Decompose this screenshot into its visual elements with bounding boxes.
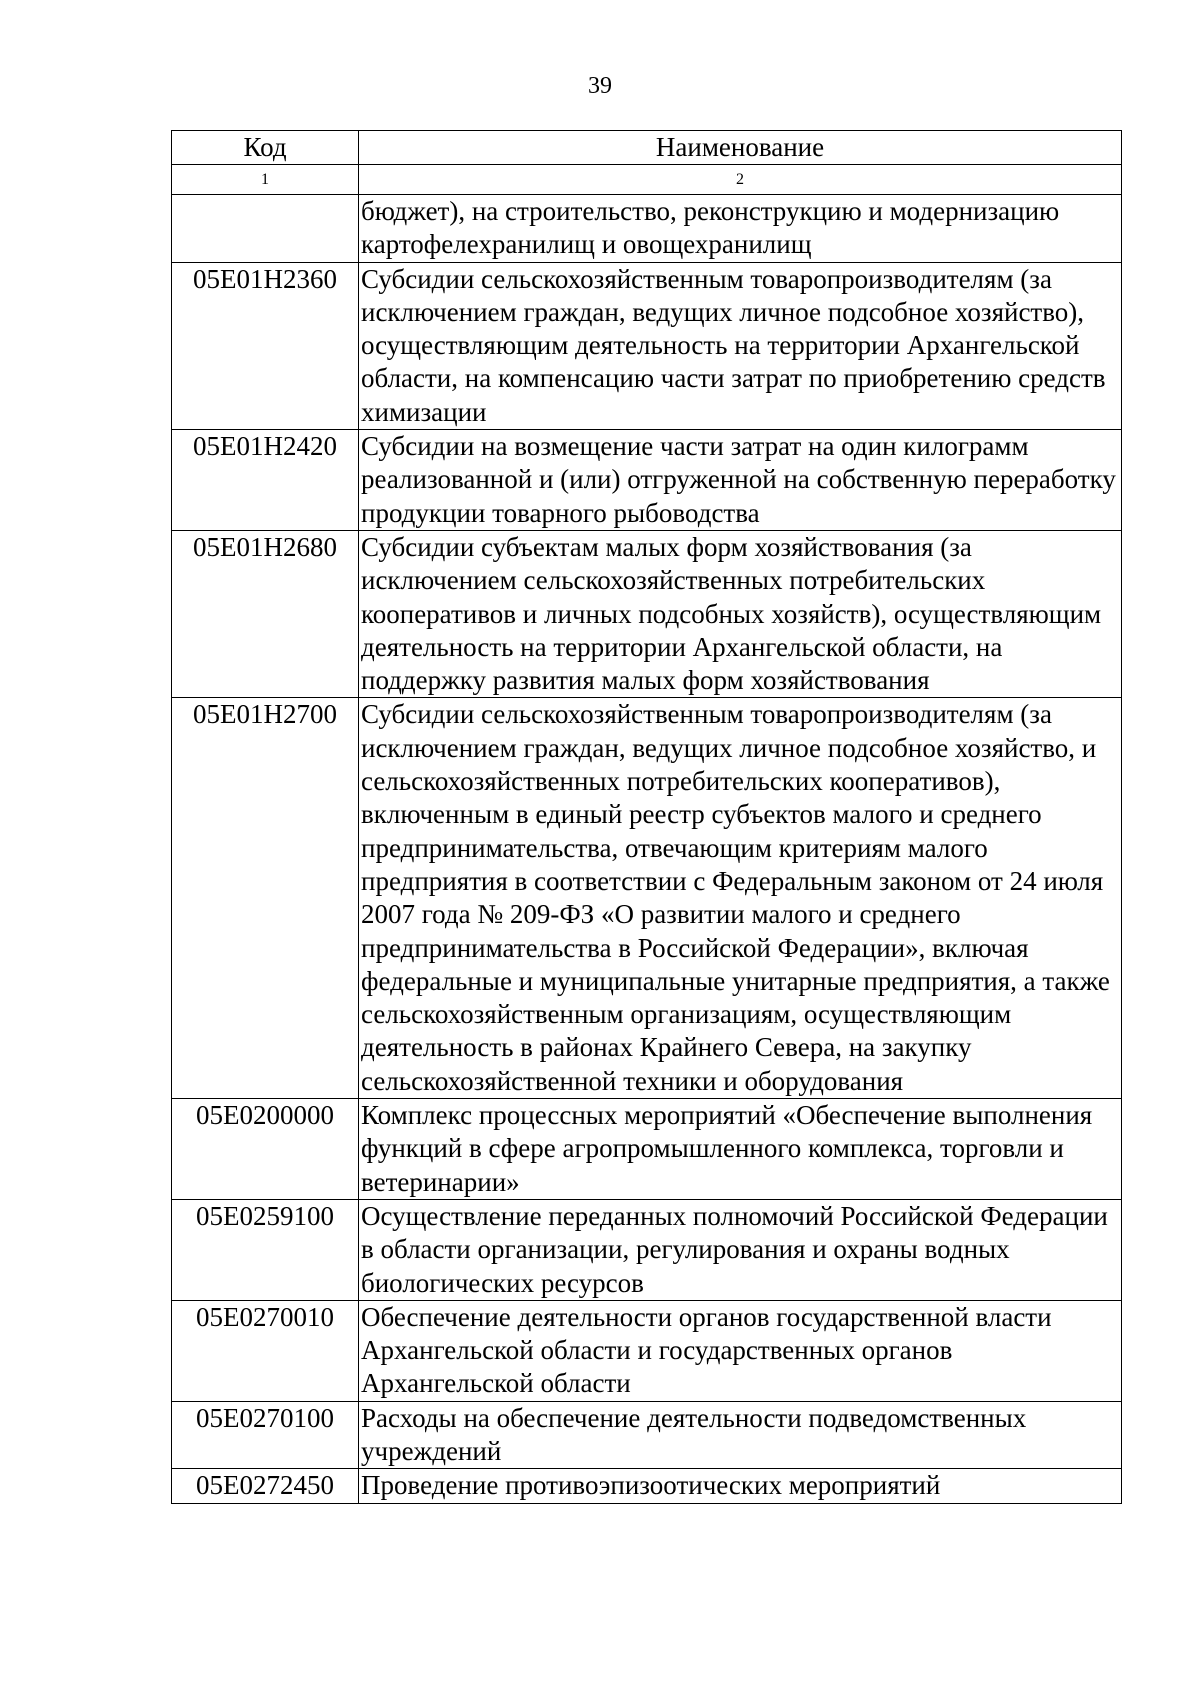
row-code: 05Е0272450 <box>172 1469 359 1503</box>
row-code: 05Е01Н2360 <box>172 262 359 429</box>
row-name: Комплекс процессных мероприятий «Обеспечение выполнения функций в сфере агропромышленного комплекса, торговли и ветеринарии» <box>359 1099 1122 1200</box>
table-row <box>172 1300 1122 1401</box>
table-row <box>172 1401 1122 1469</box>
header-name: Наименование <box>359 131 1122 165</box>
table-row <box>172 430 1122 531</box>
row-code: 05Е01Н2700 <box>172 698 359 1099</box>
row-name: Обеспечение деятельности органов государственной власти Архангельской области и государственных органов Архангельской области <box>359 1300 1122 1401</box>
row-code: 05Е0259100 <box>172 1199 359 1300</box>
row-name: бюджет), на строительство, реконструкцию и модернизацию картофелехранилищ и овощехранилищ <box>359 195 1122 263</box>
page-number: 39 <box>588 73 612 99</box>
row-code: 05Е0270010 <box>172 1300 359 1401</box>
row-name: Расходы на обеспечение деятельности подведомственных учреждений <box>359 1401 1122 1469</box>
table-row <box>172 1469 1122 1503</box>
table-row <box>172 530 1122 697</box>
row-code: 05Е01Н2420 <box>172 430 359 531</box>
table-row <box>172 262 1122 429</box>
classification-table <box>171 130 1122 1504</box>
row-name: Субсидии на возмещение части затрат на один килограмм реализованной и (или) отгруженной на собственную переработку продукции товарного рыбоводства <box>359 430 1122 531</box>
table-row <box>172 698 1122 1099</box>
row-code: 05Е0270100 <box>172 1401 359 1469</box>
table-row <box>172 1099 1122 1200</box>
row-code: 05Е01Н2680 <box>172 530 359 697</box>
row-code: 05Е0200000 <box>172 1099 359 1200</box>
row-name: Осуществление переданных полномочий Российской Федерации в области организации, регулирования и охраны водных биологических ресурсов <box>359 1199 1122 1300</box>
row-code <box>172 195 359 263</box>
row-name: Субсидии субъектам малых форм хозяйствования (за исключением сельскохозяйственных потребительских кооперативов и личных подсобных хозяйств), осуществляющим деятельность на территории Архангельской области, на поддержку развития малых форм хозяйствования <box>359 530 1122 697</box>
column-number-1: 1 <box>172 165 359 195</box>
header-code: Код <box>172 131 359 165</box>
table-row <box>172 1199 1122 1300</box>
column-number-2: 2 <box>359 165 1122 195</box>
table-header-row <box>172 131 1122 165</box>
row-name: Проведение противоэпизоотических мероприятий <box>359 1469 1122 1503</box>
column-number-row <box>172 165 1122 195</box>
row-name: Субсидии сельскохозяйственным товаропроизводителям (за исключением граждан, ведущих личное подсобное хозяйство), осуществляющим деятельность на территории Архангельской области, на компенсацию части затрат по приобретению средств химизации <box>359 262 1122 429</box>
row-name: Субсидии сельскохозяйственным товаропроизводителям (за исключением граждан, ведущих личное подсобное хозяйство, и сельскохозяйственных потребительских кооперативов), включенным в единый реестр субъектов малого и среднего предпринимательства, отвечающим критериям малого предприятия в соответствии с Федеральным законом от 24 июля 2007 года № 209-ФЗ «О развитии малого и среднего предпринимательства в Российской Федерации», включая федеральные и муниципальные унитарные предприятия, а также сельскохозяйственным организациям, осуществляющим деятельность в районах Крайнего Севера, на закупку сельскохозяйственной техники и оборудования <box>359 698 1122 1099</box>
table-row <box>172 195 1122 263</box>
